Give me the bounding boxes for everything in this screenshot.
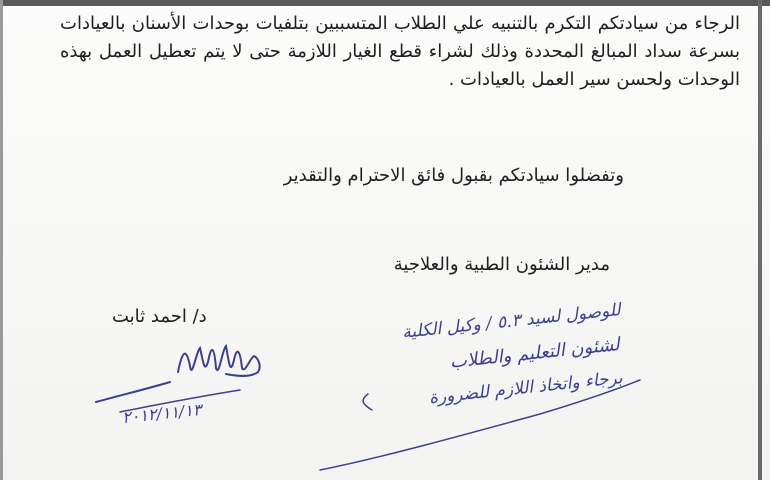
note-bracket xyxy=(363,394,372,410)
letter-closing: وتفضلوا سيادتكم بقبول فائق الاحترام والتقدير xyxy=(283,165,624,186)
handwritten-date: ٢٠١٢/١١/١٣ xyxy=(121,399,203,428)
signature xyxy=(96,346,260,402)
handwritten-note-line-3: برجاء واتخاذ اللازم للضرورة xyxy=(427,368,624,409)
signatory-title: مدير الشئون الطبية والعلاجية xyxy=(393,254,610,275)
signatory-name: د/ احمد ثابت xyxy=(112,306,207,327)
letter-body: الرجاء من سيادتكم التكرم بالتنبيه علي الطلاب المتسببين بتلفيات بوحدات الأسنان بالعيادات بسرعة سداد المبالغ المحددة وذلك لشراء قطع الغيار اللازمة حتى لا يتم تعطيل العمل بهذه الوحدات ولحسن سير العمل بالعيادات . xyxy=(60,13,740,90)
handwritten-note-line-1: للوصول لسيد ٥.٣ / وكيل الكلية xyxy=(400,300,622,343)
signature-underline xyxy=(120,390,240,412)
handwritten-note-line-2: لشئون التعليم والطلاب xyxy=(449,334,622,373)
